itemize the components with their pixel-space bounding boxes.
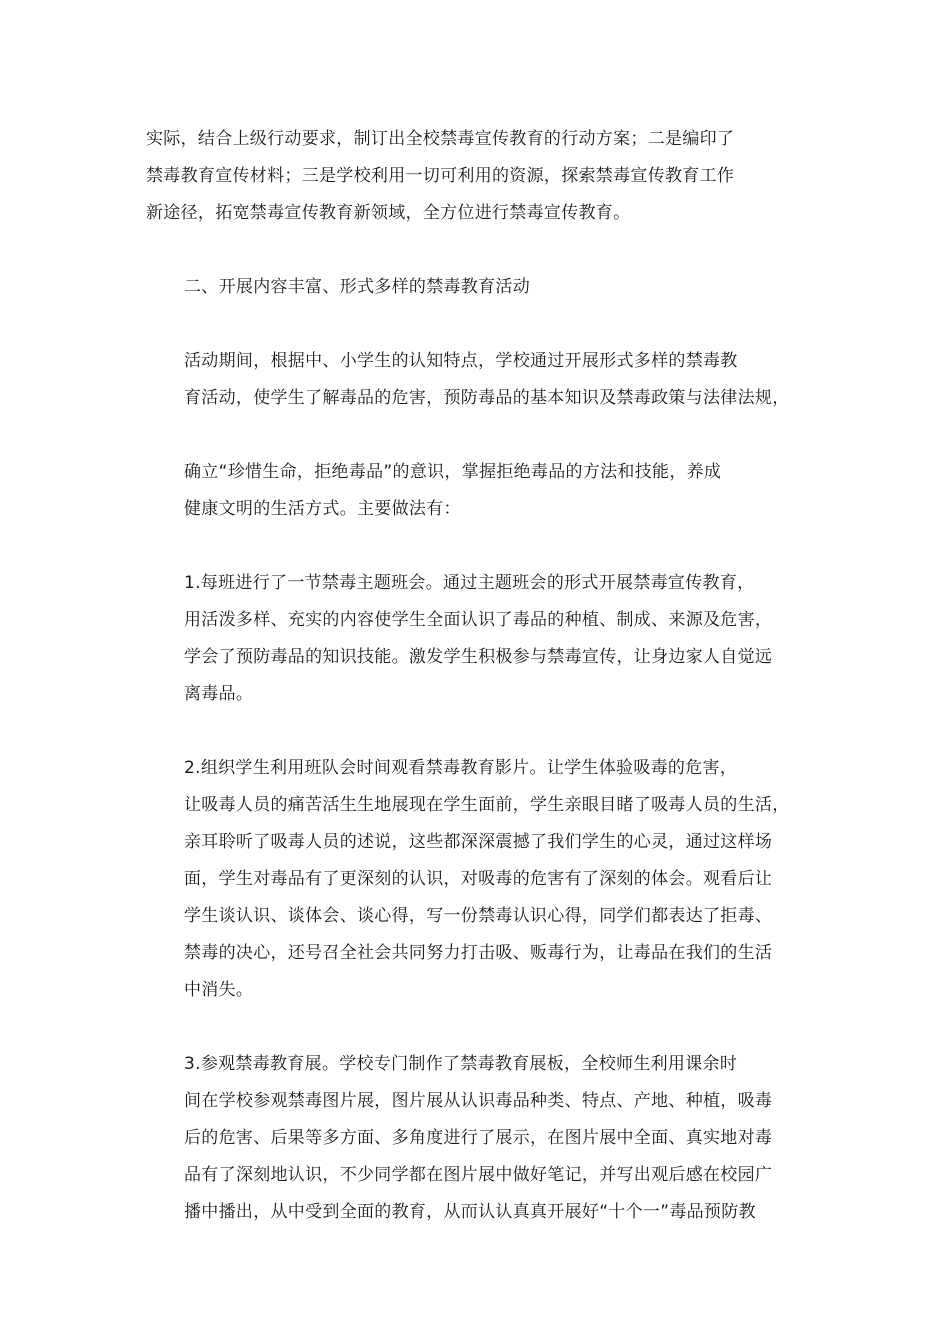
text-line: 离毒品。	[184, 684, 254, 704]
text-line: 学会了预防毒品的知识技能。激发学生积极参与禁毒宣传，让身边家人自觉远	[184, 647, 773, 667]
text-line: 1.每班进行了一节禁毒主题班会。通过主题班会的形式开展禁毒宣传教育，	[184, 573, 755, 593]
text-line: 中消失。	[184, 980, 254, 1000]
body-paragraph	[146, 121, 808, 232]
body-paragraph	[146, 343, 808, 417]
section-heading	[146, 269, 808, 306]
text-line: 间在学校参观禁毒图片展，图片展从认识毒品种类、特点、产地、种植，吸毒	[184, 1091, 773, 1111]
text-line: 健康文明的生活方式。主要做法有：	[184, 499, 461, 519]
text-line: 活动期间，根据中、小学生的认知特点，学校通过开展形式多样的禁毒教	[184, 351, 738, 371]
text-line: 面，学生对毒品有了更深刻的认识，对吸毒的危害有了深刻的体会。观看后让	[184, 869, 773, 889]
text-line: 让吸毒人员的痛苦活生生地展现在学生面前，学生亲眼目睹了吸毒人员的生活，	[184, 795, 790, 815]
text-line: 3.参观禁毒教育展。学校专门制作了禁毒教育展板，全校师生利用课余时	[184, 1054, 738, 1074]
text-line: 禁毒的决心，还号召全社会共同努力打击吸、贩毒行为，让毒品在我们的生活	[184, 943, 773, 963]
document-body	[146, 121, 808, 1268]
body-paragraph	[146, 750, 808, 1009]
text-line: 新途径，拓宽禁毒宣传教育新领域，全方位进行禁毒宣传教育。	[146, 203, 631, 223]
text-line: 二、开展内容丰富、形式多样的禁毒教育活动	[184, 277, 530, 297]
text-line: 用活泼多样、充实的内容使学生全面认识了毒品的种植、制成、来源及危害，	[184, 610, 773, 630]
body-paragraph	[146, 454, 808, 528]
text-line: 确立“珍惜生命，拒绝毒品”的意识，掌握拒绝毒品的方法和技能，养成	[184, 462, 722, 482]
text-line: 育活动，使学生了解毒品的危害，预防毒品的基本知识及禁毒政策与法律法规，	[184, 388, 790, 408]
body-paragraph	[146, 565, 808, 713]
text-line: 2.组织学生利用班队会时间观看禁毒教育影片。让学生体验吸毒的危害，	[184, 758, 738, 778]
text-line: 播中播出，从中受到全面的教育，从而认认真真开展好“十个一”毒品预防教	[184, 1202, 756, 1222]
text-line: 品有了深刻地认识，不少同学都在图片展中做好笔记，并写出观后感在校园广	[184, 1165, 773, 1185]
text-line: 亲耳聆听了吸毒人员的述说，这些都深深震撼了我们学生的心灵，通过这样场	[184, 832, 773, 852]
text-line: 实际，结合上级行动要求，制订出全校禁毒宣传教育的行动方案；二是编印了	[146, 129, 735, 149]
body-paragraph	[146, 1046, 808, 1231]
text-line: 后的危害、后果等多方面、多角度进行了展示，在图片展中全面、真实地对毒	[184, 1128, 773, 1148]
text-line: 学生谈认识、谈体会、谈心得，写一份禁毒认识心得，同学们都表达了拒毒、	[184, 906, 773, 926]
text-line: 禁毒教育宣传材料；三是学校利用一切可利用的资源，探索禁毒宣传教育工作	[146, 166, 735, 186]
